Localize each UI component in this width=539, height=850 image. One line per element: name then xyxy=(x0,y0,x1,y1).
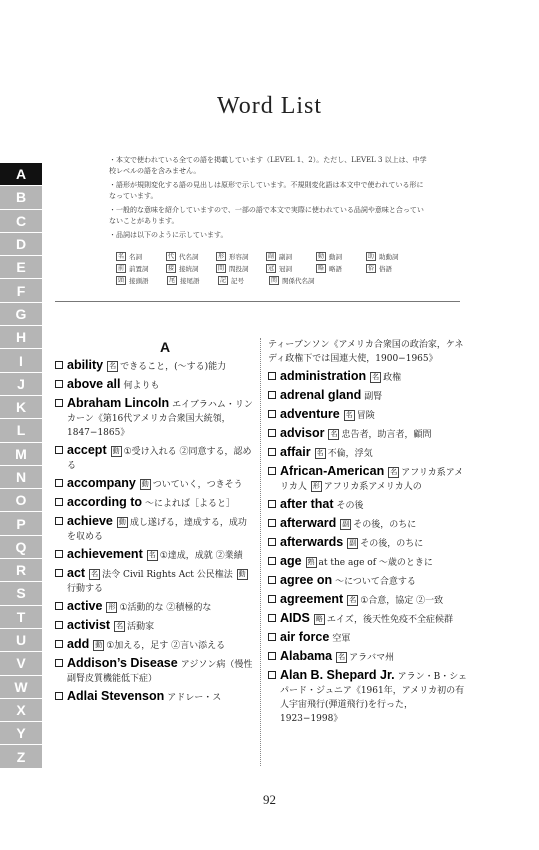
checkbox[interactable] xyxy=(55,659,63,667)
definition: アドレー・ス xyxy=(167,693,222,703)
pos-label: 形 xyxy=(312,482,320,490)
list-item xyxy=(268,668,468,726)
tab-h[interactable]: H xyxy=(0,326,42,349)
pos-label: 名 xyxy=(338,653,346,661)
list-item xyxy=(268,649,468,665)
checkbox[interactable] xyxy=(268,633,276,641)
checkbox[interactable] xyxy=(55,399,63,407)
headword: ability xyxy=(67,358,104,372)
pos-item xyxy=(116,276,167,285)
section-letter: A xyxy=(159,339,171,355)
tab-i[interactable]: I xyxy=(0,349,42,372)
list-item xyxy=(268,445,468,461)
pos-abbr: 代 xyxy=(168,252,175,260)
list-item xyxy=(55,566,255,596)
pos-item xyxy=(366,252,416,261)
checkbox[interactable] xyxy=(268,391,276,399)
tab-a[interactable]: A xyxy=(0,163,42,186)
list-item xyxy=(55,599,255,615)
checkbox[interactable] xyxy=(268,652,276,660)
note-item xyxy=(109,180,429,201)
pos-label: 名 xyxy=(109,362,117,370)
tab-y[interactable]: Y xyxy=(0,722,42,745)
definition: エイズ，後天性免疫不全症候群 xyxy=(326,615,454,625)
headword: accompany xyxy=(67,476,136,490)
pos-abbr: 前 xyxy=(118,264,125,272)
tab-g[interactable]: G xyxy=(0,303,42,326)
pos-abbr: 頭 xyxy=(118,276,125,284)
tab-v[interactable]: V xyxy=(0,652,42,675)
tab-n[interactable]: N xyxy=(0,466,42,489)
definition: 〜によれば［よると］ xyxy=(145,499,236,509)
pos-abbr: 動 xyxy=(318,252,325,260)
tab-d[interactable]: D xyxy=(0,233,42,256)
definition: アラン・B・シェパード・ジュニア《1961年，アメリカ初の有人宇宙飛行(弾道飛行)を行った，1923−1998》 xyxy=(280,672,468,724)
pos-label: 記号 xyxy=(231,276,245,285)
entry-continuation: ティーブンソン《アメリカ合衆国の政治家，ケネディ政権下では国連大使，1900−1965》 xyxy=(268,340,464,364)
pos-label: 接続詞 xyxy=(179,264,199,273)
tab-r[interactable]: R xyxy=(0,559,42,582)
note-text: 語形が規則変化する語の見出しは原形で示しています。不規則変化語は本文中で使われている形になっています。 xyxy=(109,181,424,200)
pos-label: 動 xyxy=(112,447,120,455)
definition: at the age of 〜歳のときに xyxy=(318,558,433,568)
headword: AIDS xyxy=(280,611,310,625)
definition: アラバマ州 xyxy=(349,653,395,663)
list-item xyxy=(55,656,255,686)
headword: Alan B. Shepard Jr. xyxy=(280,668,395,682)
pos-legend xyxy=(116,250,416,286)
headword: add xyxy=(67,637,90,651)
headword: active xyxy=(67,599,103,613)
note-item xyxy=(109,205,429,226)
tab-c[interactable]: C xyxy=(0,210,42,233)
definition: 空軍 xyxy=(332,634,351,644)
pos-label: 間投詞 xyxy=(229,264,249,273)
checkbox[interactable] xyxy=(268,429,276,437)
list-item xyxy=(55,495,255,511)
definition: アフリカ系アメリカ人 xyxy=(280,468,464,492)
checkbox[interactable] xyxy=(268,671,276,679)
pos-label: 関係代名詞 xyxy=(282,276,315,285)
tab-x[interactable]: X xyxy=(0,699,42,722)
pos-label: 俗語 xyxy=(379,264,393,273)
pos-label: 動 xyxy=(141,480,149,488)
tab-e[interactable]: E xyxy=(0,256,42,279)
divider xyxy=(55,301,460,302)
pos-label: 冠詞 xyxy=(279,264,293,273)
pos-label: 動 xyxy=(95,641,103,649)
headword: administration xyxy=(280,369,367,383)
pos-label: 動 xyxy=(118,518,126,526)
definition: 冒険 xyxy=(356,411,375,421)
definition: ①受け入れる ②同意する，認める xyxy=(67,447,252,471)
pos-label: 形 xyxy=(108,603,116,611)
list-item xyxy=(268,388,468,404)
note-text: 本文で使われている全ての語を掲載しています（LEVEL 1、2）。ただし、LEVEL 3 以上は、中学校レベルの語を含みません。 xyxy=(109,156,427,175)
tab-b[interactable]: B xyxy=(0,186,42,209)
pos-item xyxy=(266,264,316,273)
pos-label: 名 xyxy=(372,373,380,381)
list-item xyxy=(268,497,468,513)
bullet: ・ xyxy=(109,206,116,214)
headword: achievement xyxy=(67,547,143,561)
pos-item xyxy=(218,276,269,285)
pos-label: 名 xyxy=(345,411,353,419)
definition: アフリカ系アメリカ人の xyxy=(323,482,422,492)
tab-p[interactable]: P xyxy=(0,512,42,535)
tab-q[interactable]: Q xyxy=(0,536,42,559)
pos-item xyxy=(116,252,166,261)
headword: activist xyxy=(67,618,111,632)
pos-abbr: 記 xyxy=(220,276,227,284)
pos-abbr: 冠 xyxy=(268,264,275,272)
checkbox[interactable] xyxy=(268,614,276,622)
definition: ①合意，協定 ②一致 xyxy=(360,596,444,606)
right-column xyxy=(268,338,468,729)
checkbox[interactable] xyxy=(55,621,63,629)
list-item xyxy=(55,443,255,473)
pos-abbr: 略 xyxy=(318,264,325,272)
list-item xyxy=(55,547,255,563)
definition: 副腎 xyxy=(364,392,383,402)
tab-w[interactable]: W xyxy=(0,676,42,699)
checkbox[interactable] xyxy=(55,569,63,577)
pos-label: 前置詞 xyxy=(129,264,149,273)
definition: 成し遂げる，達成する，成功を収める xyxy=(67,518,247,542)
list-item xyxy=(268,592,468,608)
tab-u[interactable]: U xyxy=(0,629,42,652)
pos-item xyxy=(216,252,266,261)
headword: air force xyxy=(280,630,330,644)
tab-k[interactable]: K xyxy=(0,396,42,419)
checkbox[interactable] xyxy=(268,410,276,418)
note-text: 一般的な意味を紹介していますので、一部の語で本文で実際に使われている品詞や意味と合っていないことがあります。 xyxy=(109,206,424,225)
note-item xyxy=(109,155,429,176)
list-item xyxy=(55,358,255,374)
definition: 〜について合意する xyxy=(335,577,416,587)
pos-item xyxy=(316,264,366,273)
page-number: 92 xyxy=(263,792,276,807)
page-title: Word List xyxy=(216,93,323,119)
checkbox[interactable] xyxy=(55,446,63,454)
definition: その後 xyxy=(336,501,364,511)
pos-label: 動 xyxy=(238,570,246,578)
definition: 不倫，浮気 xyxy=(327,449,373,459)
list-item xyxy=(55,377,255,393)
checkbox[interactable] xyxy=(268,467,276,475)
definition: 活動家 xyxy=(127,622,155,632)
note-text: 品詞は以下のように示しています。 xyxy=(116,231,228,239)
checkbox[interactable] xyxy=(268,500,276,508)
checkbox[interactable] xyxy=(268,576,276,584)
definition: その後，のちに xyxy=(360,539,424,549)
checkbox[interactable] xyxy=(55,479,63,487)
pos-label: 名詞 xyxy=(129,252,143,261)
definition: 行動する xyxy=(67,584,104,594)
pos-abbr: 尾 xyxy=(169,276,176,284)
checkbox[interactable] xyxy=(268,557,276,565)
pos-label: 副 xyxy=(349,539,357,547)
checkbox[interactable] xyxy=(55,692,63,700)
pos-label: 名 xyxy=(116,622,124,630)
headword: age xyxy=(280,554,302,568)
tab-z[interactable]: Z xyxy=(0,745,42,768)
headword: Adlai Stevenson xyxy=(67,689,165,703)
pos-label: 名 xyxy=(390,468,398,476)
pos-item xyxy=(316,252,366,261)
list-item xyxy=(55,689,255,705)
column-divider xyxy=(260,338,261,766)
tab-j[interactable]: J xyxy=(0,373,42,396)
checkbox[interactable] xyxy=(268,519,276,527)
checkbox[interactable] xyxy=(55,602,63,610)
headword: after that xyxy=(280,497,334,511)
definition: アジソン病（慢性副腎皮質機能低下症） xyxy=(67,660,253,684)
pos-label: 形容詞 xyxy=(229,252,249,261)
alphabet-index xyxy=(0,163,42,769)
definition: エイブラハム・リンカーン《第16代アメリカ合衆国大統領，1847−1865》 xyxy=(67,400,253,438)
list-item xyxy=(268,573,468,589)
pos-abbr: 俗 xyxy=(368,264,375,272)
pos-label: 名 xyxy=(148,551,156,559)
checkbox[interactable] xyxy=(268,448,276,456)
pos-label: 略語 xyxy=(329,264,343,273)
pos-item xyxy=(166,264,216,273)
tab-m[interactable]: M xyxy=(0,443,42,466)
bullet: ・ xyxy=(109,181,116,189)
list-item xyxy=(55,476,255,492)
definition: ①活動的な ②積極的な xyxy=(119,603,212,613)
pos-abbr: 接 xyxy=(168,264,175,272)
pos-item xyxy=(167,276,218,285)
list-item xyxy=(268,630,468,646)
tab-o[interactable]: O xyxy=(0,489,42,512)
list-item xyxy=(268,516,468,532)
checkbox[interactable] xyxy=(268,372,276,380)
pos-abbr: 形 xyxy=(218,252,225,260)
definition: できること，(〜する)能力 xyxy=(120,362,227,372)
list-item xyxy=(268,611,468,627)
pos-label: 名 xyxy=(330,430,338,438)
pos-label: 熟 xyxy=(307,558,315,566)
list-item xyxy=(268,464,468,494)
pos-abbr: 間 xyxy=(218,264,225,272)
checkbox[interactable] xyxy=(55,498,63,506)
list-item xyxy=(55,637,255,653)
tab-t[interactable]: T xyxy=(0,606,42,629)
tab-f[interactable]: F xyxy=(0,279,42,302)
headword: according to xyxy=(67,495,143,509)
headword: African-American xyxy=(280,464,385,478)
headword: advisor xyxy=(280,426,325,440)
definition: その後，のちに xyxy=(353,520,417,530)
pos-label: 助動詞 xyxy=(379,252,399,261)
headword: afterward xyxy=(280,516,337,530)
definition: ①達成，成就 ②業績 xyxy=(159,551,243,561)
list-item xyxy=(268,426,468,442)
usage-notes xyxy=(109,155,429,245)
list-item xyxy=(268,535,468,551)
pos-label: 名 xyxy=(349,596,357,604)
checkbox[interactable] xyxy=(55,550,63,558)
definition: 何よりも xyxy=(123,381,160,391)
list-item xyxy=(55,396,255,440)
checkbox[interactable] xyxy=(55,361,63,369)
headword: Addison’s Disease xyxy=(67,656,178,670)
headword: adrenal gland xyxy=(280,388,362,402)
checkbox[interactable] xyxy=(55,517,63,525)
pos-item xyxy=(269,276,320,285)
pos-label: 名 xyxy=(91,570,99,578)
pos-abbr: 名 xyxy=(118,252,125,260)
pos-row xyxy=(116,250,416,262)
bullet: ・ xyxy=(109,231,116,239)
checkbox[interactable] xyxy=(55,380,63,388)
headword: achieve xyxy=(67,514,113,528)
definition: ついていく，つきそう xyxy=(152,480,243,490)
headword: above all xyxy=(67,377,121,391)
note-item xyxy=(109,230,429,241)
left-column xyxy=(55,336,255,708)
pos-item xyxy=(166,252,216,261)
pos-label: 動詞 xyxy=(329,252,343,261)
pos-abbr: 関 xyxy=(271,276,278,284)
pos-label: 代名詞 xyxy=(179,252,199,261)
definition: 忠告者，助言者，顧問 xyxy=(341,430,432,440)
list-item xyxy=(55,618,255,634)
bullet: ・ xyxy=(109,156,116,164)
headword: afterwards xyxy=(280,535,344,549)
definition: ①加える，足す ②言い添える xyxy=(106,641,226,651)
headword: adventure xyxy=(280,407,340,421)
headword: Abraham Lincoln xyxy=(67,396,170,410)
pos-abbr: 助 xyxy=(368,252,375,260)
pos-abbr: 副 xyxy=(268,252,275,260)
pos-item xyxy=(216,264,266,273)
headword: affair xyxy=(280,445,311,459)
list-item xyxy=(268,554,468,570)
pos-label: 名 xyxy=(316,449,324,457)
pos-row xyxy=(116,262,416,274)
checkbox[interactable] xyxy=(55,640,63,648)
headword: agreement xyxy=(280,592,344,606)
definition: 法令 Civil Rights Act 公民権法 xyxy=(102,570,233,580)
pos-label: 副詞 xyxy=(279,252,293,261)
tab-l[interactable]: L xyxy=(0,419,42,442)
list-item xyxy=(55,514,255,544)
headword: act xyxy=(67,566,86,580)
pos-label: 接尾語 xyxy=(180,276,200,285)
headword: Alabama xyxy=(280,649,333,663)
tab-s[interactable]: S xyxy=(0,582,42,605)
list-item xyxy=(268,407,468,423)
pos-item xyxy=(366,264,416,273)
list-item xyxy=(268,369,468,385)
checkbox[interactable] xyxy=(268,595,276,603)
definition: 政権 xyxy=(383,373,402,383)
pos-row xyxy=(116,274,416,286)
pos-item xyxy=(266,252,316,261)
checkbox[interactable] xyxy=(268,538,276,546)
pos-item xyxy=(116,264,166,273)
pos-label: 略 xyxy=(315,615,323,623)
headword: accept xyxy=(67,443,107,457)
pos-label: 接頭語 xyxy=(129,276,149,285)
headword: agree on xyxy=(280,573,333,587)
pos-label: 副 xyxy=(342,520,350,528)
